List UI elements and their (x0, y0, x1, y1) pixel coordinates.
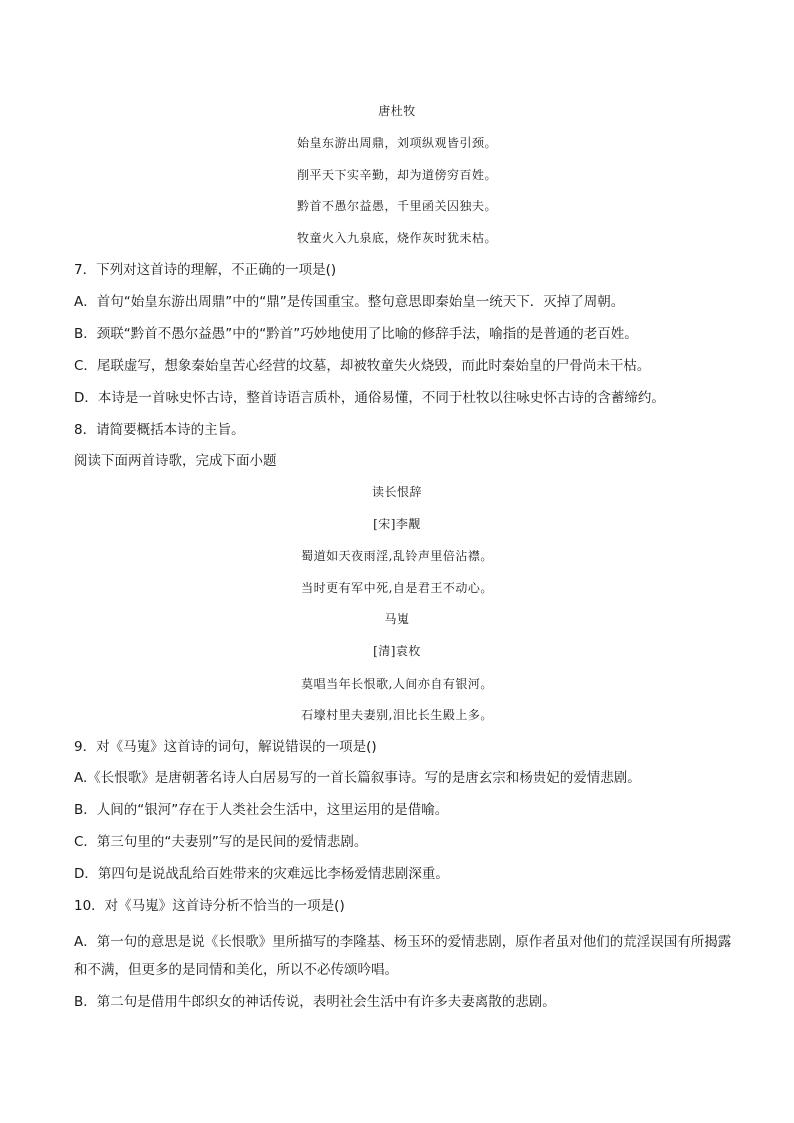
question-10-stem: 10．对《马嵬》这首诗分析不恰当的一项是() (74, 898, 345, 914)
poem2-line-1: 蜀道如天夜雨淫,乱铃声里倍沾襟。 (301, 549, 493, 563)
question-9-option-d: D．第四句是说战乱给百姓带来的灾难远比李杨爱情悲剧深重。 (74, 866, 449, 882)
question-10-option-b: B．第二句是借用牛郎织女的神话传说，表明社会生活中有许多夫妻离散的悲剧。 (74, 994, 556, 1010)
question-9-stem: 9．对《马嵬》这首诗的词句，解说错误的一项是() (74, 739, 377, 755)
poem1-line-1: 始皇东游出周鼎，刘项纵观皆引颈。 (296, 136, 497, 150)
question-7-option-a: A．首句“始皇东游出周鼎”中的“鼎”是传国重宝。整句意思即秦始皇一统天下．灭掉了周朝。 (74, 294, 625, 310)
poem1-line-2: 削平天下实辛勤，却为道傍穷百姓。 (296, 168, 497, 182)
question-7-option-c: C．尾联虚写，想象秦始皇苦心经营的坟墓，却被牧童失火烧毁，而此时秦始皇的尸骨尚未干枯。 (74, 358, 651, 374)
question-9-option-a: A.《长恨歌》是唐朝著名诗人白居易写的一首长篇叙事诗。写的是唐玄宗和杨贵妃的爱情悲剧。 (74, 770, 641, 786)
question-7-option-b: B．颈联“黔首不愚尔益愚”中的“黔首”巧妙地使用了比喻的修辞手法，喻指的是普通的老百姓。 (74, 326, 638, 342)
poem3-line-1: 莫唱当年长恨歌,人间亦自有银河。 (301, 677, 493, 691)
question-7-stem: 7．下列对这首诗的理解，不正确的一项是() (74, 262, 337, 278)
poem3-author: [清]袁枚 (373, 644, 421, 658)
question-9-option-c: C．第三句里的“夫妻别”写的是民间的爱情悲剧。 (74, 834, 368, 850)
poem3-line-2: 石壕村里夫妻别,泪比长生殿上多。 (301, 708, 493, 722)
poem2-line-2: 当时更有军中死,自是君王不动心。 (301, 581, 493, 595)
poem1-author: 唐杜牧 (378, 104, 416, 118)
poem3-title: 马嵬 (384, 612, 410, 626)
question-7-option-d: D．本诗是一首咏史怀古诗，整首诗语言质朴，通俗易懂，不同于杜牧以往咏史怀古诗的含蓄缔约。 (74, 390, 665, 406)
poem1-line-4: 牧童火入九泉底，烧作灰时犹未枯。 (296, 231, 497, 245)
question-9-option-b: B．人间的“银河”存在于人类社会生活中，这里运用的是借喻。 (74, 802, 449, 818)
poem2-author: [宋]李觏 (373, 517, 421, 531)
question-8-stem: 8．请简要概括本诗的主旨。 (74, 422, 245, 438)
poem1-line-3: 黔首不愚尔益愚，千里函关囚独夫。 (296, 199, 497, 213)
reading-intro: 阅读下面两首诗歌，完成下面小题 (74, 453, 277, 469)
question-10-option-a: A．第一句的意思是说《长恨歌》里所描写的李隆基、杨玉环的爱情悲剧，原作者虽对他们的荒淫误国有所揭露和不满，但更多的是同情和美化，所以不必传颂吟唱。 (74, 934, 732, 978)
poem2-title: 读长恨辞 (371, 485, 422, 499)
